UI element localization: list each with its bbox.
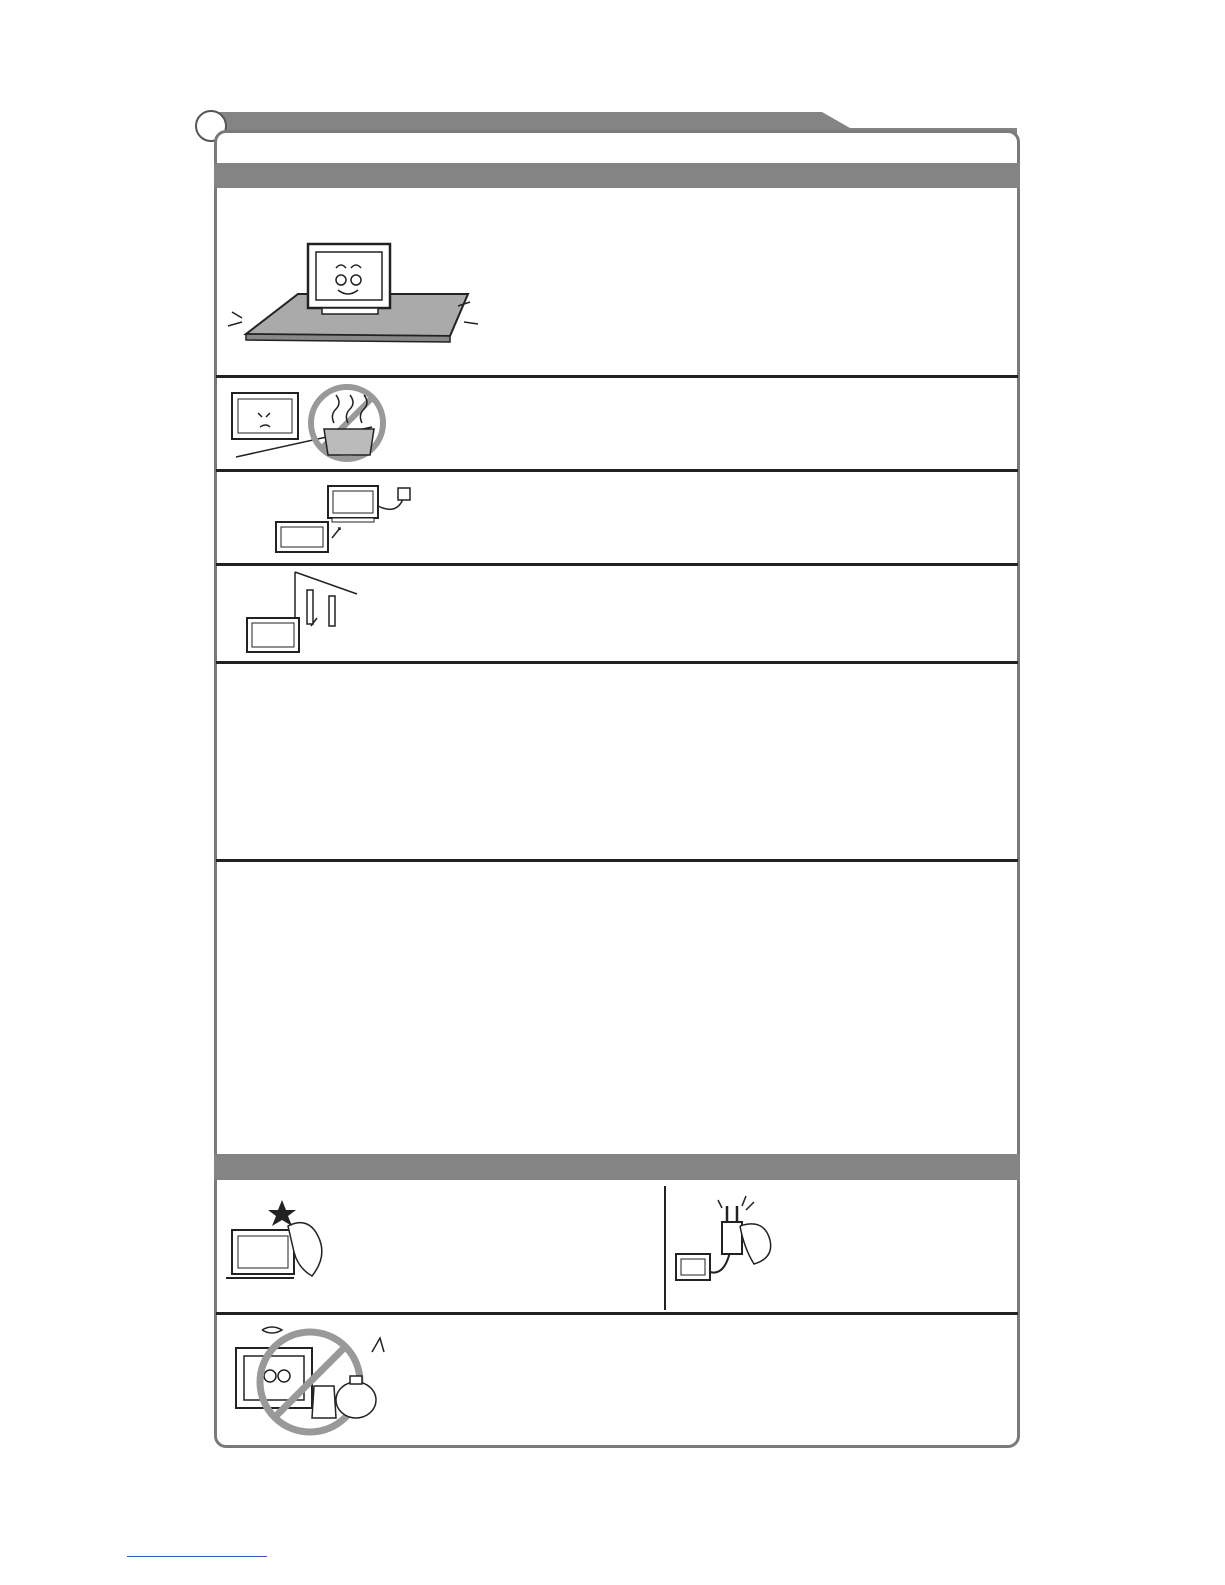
- tv-wall-mount-icon: [245, 570, 360, 658]
- tv-near-steam-prohibited-icon: [222, 383, 394, 467]
- tv-cleaning-cloth-icon: [222, 1196, 340, 1284]
- row-divider: [216, 1312, 1018, 1315]
- row-divider: [216, 469, 1018, 472]
- tv-chemicals-prohibited-icon: [222, 1322, 392, 1436]
- row-divider: [216, 563, 1018, 566]
- section-bar-top: [214, 163, 1020, 188]
- section-bar-bottom: [214, 1154, 1020, 1180]
- row-divider: [216, 661, 1018, 664]
- plug-cleaning-icon: [672, 1192, 782, 1288]
- tv-lift-and-unplug-icon: [272, 482, 422, 558]
- column-divider: [664, 1186, 666, 1310]
- row-divider: [216, 375, 1018, 378]
- row-divider: [216, 859, 1018, 862]
- footer-link-rule: [127, 1556, 267, 1557]
- tv-on-stand-icon: [218, 236, 483, 348]
